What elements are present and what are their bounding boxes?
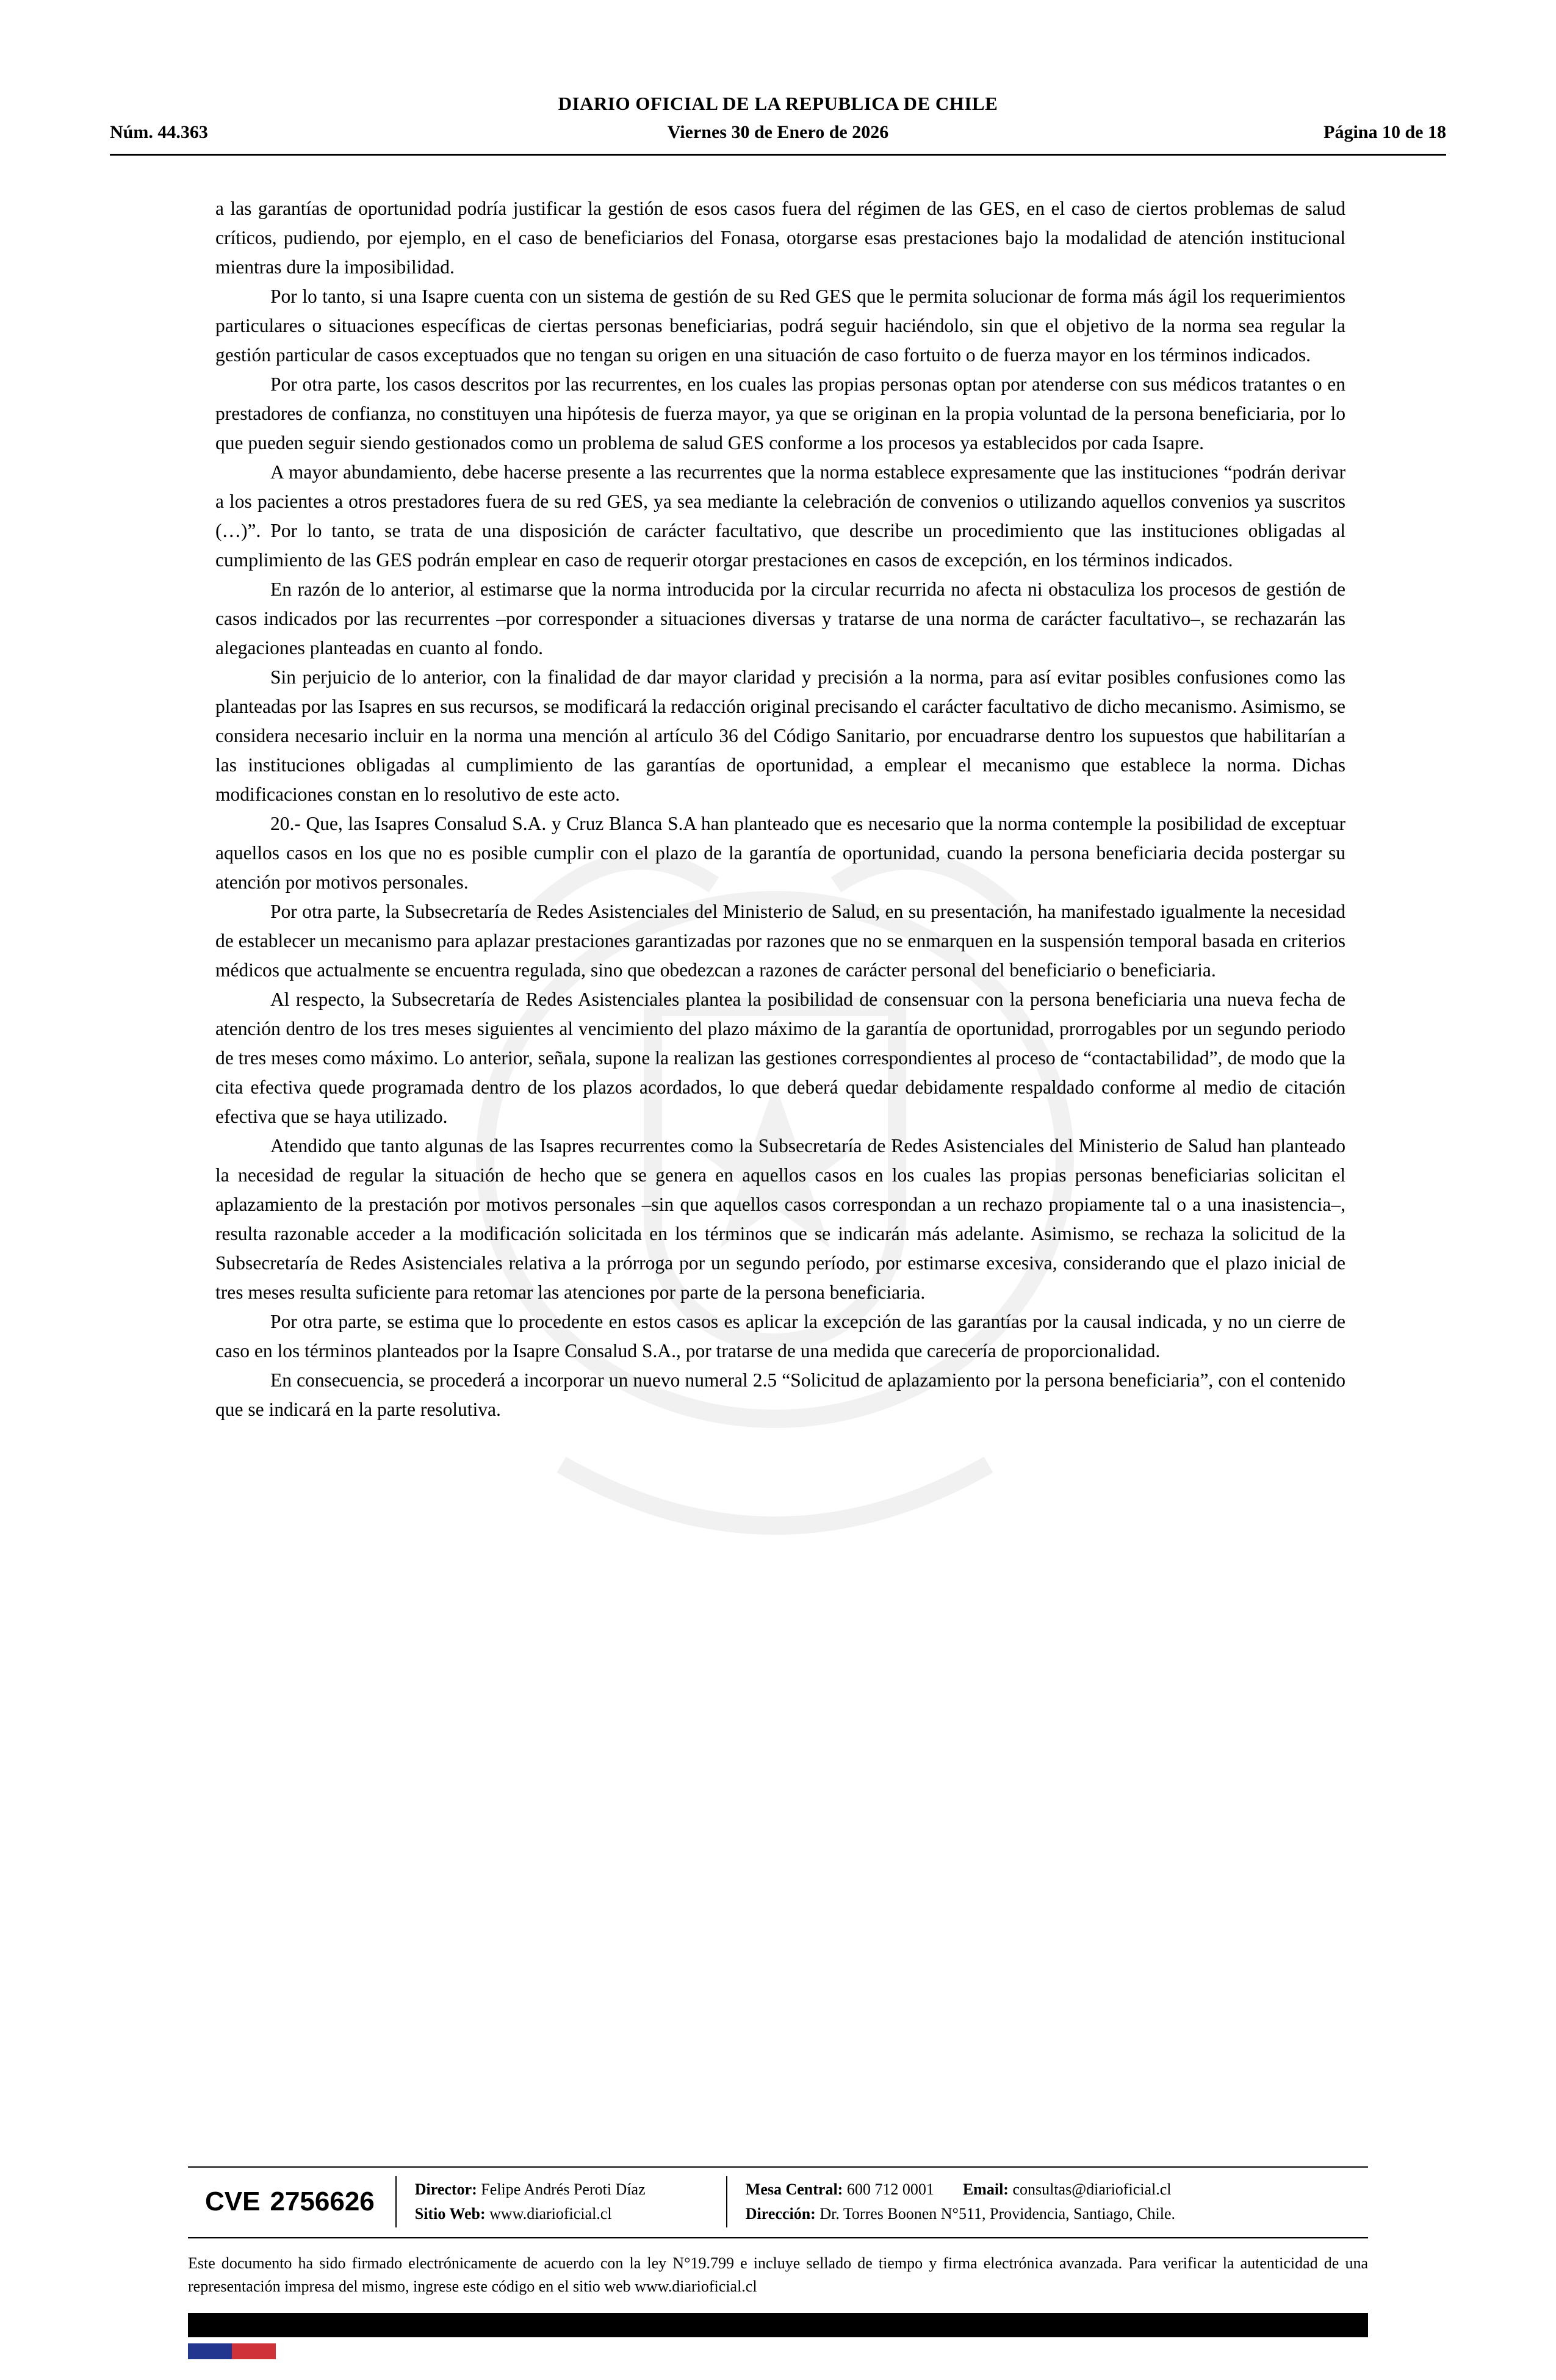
body-paragraph: En razón de lo anterior, al estimarse que la norma introducida por la circular recurrida no afecta ni obstaculiza los procesos de gestión de casos indicados por las recurrentes –por corresponder a situaciones diversas y tratarse de una norma de carácter facultativo–, se rechazarán las alegaciones planteadas en cuanto al fondo. — [215, 579, 1345, 658]
body-paragraph: Sin perjuicio de lo anterior, con la finalidad de dar mayor claridad y precisión a la norma, para así evitar posibles confusiones como las planteadas por las Isapres en sus recursos, se modificará la redacción original precisando el carácter facultativo de dicho mecanismo. Asimismo, se considera necesario incluir en la norma una mención al artículo 36 del Código Sanitario, por encuadrarse dentro los supuestos que habilitarían a las instituciones obligadas al cumplimiento de las garantías de oportunidad, a emplear el mecanismo que establece la norma. Dichas modificaciones constan en lo resolutivo de este acto. — [215, 666, 1345, 805]
director-value: Felipe Andrés Peroti Díaz — [481, 2180, 646, 2198]
body-paragraph: Al respecto, la Subsecretaría de Redes Asistenciales plantea la posibilidad de consensuar con la persona beneficiaria una nueva fecha de atención dentro de los tres meses siguientes al vencimiento del plazo máximo de la garantía de oportunidad, prorrogables por un segundo periodo de tres meses como máximo. Lo anterior, señala, supone la realizan las gestiones correspondientes al proceso de “contactabilidad”, de modo que la cita efectiva quede programada dentro de los plazos acordados, lo que deberá quedar debidamente respaldado conforme al medio de citación efectiva que se haya utilizado. — [215, 989, 1345, 1127]
body-paragraph: Por otra parte, la Subsecretaría de Redes Asistenciales del Ministerio de Salud, en su presentación, ha manifestado igualmente la necesidad de establecer un mecanismo para aplazar prestaciones garantizadas por razones que no se enmarquen en la suspensión temporal basada en criterios médicos que actualmente se encuentra regulada, sino que obedezcan a razones de carácter personal del beneficiario o beneficiaria. — [215, 901, 1345, 981]
body-paragraph: En consecuencia, se procederá a incorporar un nuevo numeral 2.5 “Solicitud de aplazamiento por la persona beneficiaria”, con el contenido que se indicará en la parte resolutiva. — [215, 1369, 1345, 1420]
email-label: Email: — [962, 2180, 1009, 2198]
cve-block — [188, 2176, 397, 2227]
bottom-black-bar — [188, 2313, 1368, 2337]
issue-date: Viernes 30 de Enero de 2026 — [667, 122, 889, 142]
body-paragraph: Por lo tanto, si una Isapre cuenta con un sistema de gestión de su Red GES que le permita solucionar de forma más ágil los requerimientos particulares o situaciones específicas de ciertas personas beneficiarias, podrá seguir haciéndolo, sin que el objetivo de la norma sea regular la gestión particular de casos exceptuados que no tengan su origen en una situación de caso fortuito o de fuerza mayor en los términos indicados. — [215, 286, 1345, 366]
footer-director-column — [397, 2176, 727, 2227]
cve-number: 2756626 — [270, 2187, 375, 2216]
director-line — [415, 2177, 708, 2202]
phone-label: Mesa Central: — [745, 2180, 843, 2198]
issue-number: Núm. 44.363 — [110, 122, 208, 142]
body-paragraph: a las garantías de oportunidad podría justificar la gestión de esos casos fuera del régimen de las GES, en el caso de ciertos problemas de salud críticos, pudiendo, por ejemplo, en el caso de beneficiarios del Fonasa, otorgarse esas prestaciones bajo la modalidad de atención institucional mientras dure la imposibilidad. — [215, 198, 1345, 278]
gazette-title: DIARIO OFICIAL DE LA REPUBLICA DE CHILE — [558, 93, 998, 114]
signature-disclaimer: Este documento ha sido firmado electrónicamente de acuerdo con la ley N°19.799 e incluye sellado de tiempo y firma electrónica avanzada. Para verificar la autenticidad de una representación impresa del mismo, ingrese este código en el sitio web www.diarioficial.cl — [188, 2254, 1368, 2295]
footer-contact-column — [727, 2176, 1194, 2227]
website-line — [415, 2202, 708, 2226]
director-label: Director: — [414, 2180, 477, 2198]
header-divider — [110, 154, 1446, 156]
address-label: Dirección: — [745, 2205, 816, 2223]
header-meta-row — [110, 122, 1446, 145]
phone-email-line — [746, 2177, 1175, 2202]
body-paragraph: Por otra parte, se estima que lo procedente en estos casos es aplicar la excepción de las garantías por la causal indicada, y no un cierre de caso en los términos planteados por la Isapre Consalud S.A., por tratarse de una medida que carecería de proporcionalidad. — [215, 1311, 1345, 1361]
document-body — [215, 194, 1345, 1424]
flag-red-square — [232, 2343, 276, 2359]
page-number: Página 10 de 18 — [1324, 122, 1446, 142]
body-paragraph: 20.- Que, las Isapres Consalud S.A. y Cruz Blanca S.A han planteado que es necesario que la norma contemple la posibilidad de exceptuar aquellos casos en los que no es posible cumplir con el plazo de la garantía de oportunidad, cuando la persona beneficiaria decida postergar su atención por motivos personales. — [215, 813, 1345, 893]
cve-label: CVE — [205, 2187, 261, 2216]
address-line — [746, 2202, 1175, 2226]
website-label: Sitio Web: — [414, 2205, 486, 2223]
phone-value: 600 712 0001 — [846, 2180, 934, 2198]
website-value: www.diarioficial.cl — [489, 2205, 612, 2223]
email-value: consultas@diarioficial.cl — [1012, 2180, 1172, 2198]
flag-color-strip — [188, 2343, 276, 2359]
address-value: Dr. Torres Boonen N°511, Providencia, Santiago, Chile. — [819, 2205, 1175, 2223]
page-footer — [188, 2166, 1368, 2298]
body-paragraph: Atendido que tanto algunas de las Isapres recurrentes como la Subsecretaría de Redes Asistenciales del Ministerio de Salud han planteado la necesidad de regular la situación de hecho que se genera en aquellos casos en los cuales las propias personas beneficiarias solicitan el aplazamiento de la prestación por motivos personales –sin que aquellos casos correspondan a un rechazo propiamente tal o a una inasistencia–, resulta razonable acceder a la modificación solicitada en los términos que se indicarán más adelante. Asimismo, se rechaza la solicitud de la Subsecretaría de Redes Asistenciales relativa a la prórroga por un segundo período, por estimarse excesiva, considerando que el plazo inicial de tres meses resulta suficiente para retomar las atenciones por parte de la persona beneficiaria. — [215, 1135, 1345, 1303]
flag-blue-square — [188, 2343, 232, 2359]
footer-info-box — [188, 2166, 1368, 2238]
body-paragraph: Por otra parte, los casos descritos por las recurrentes, en los cuales las propias personas optan por atenderse con sus médicos tratantes o en prestadores de confianza, no constituyen una hipótesis de fuerza mayor, ya que se originan en la propia voluntad de la persona beneficiaria, por lo que pueden seguir siendo gestionados como un problema de salud GES conforme a los procesos ya establecidos por cada Isapre. — [215, 373, 1345, 453]
body-paragraph: A mayor abundamiento, debe hacerse presente a las recurrentes que la norma establece expresamente que las instituciones “podrán derivar a los pacientes a otros prestadores fuera de su red GES, ya sea mediante la celebración de convenios o utilizando aquellos convenios ya suscritos (…)”. Por lo tanto, se trata de una disposición de carácter facultativo, que describe un procedimiento que las instituciones obligadas al cumplimiento de las GES podrán emplear en caso de requerir otorgar prestaciones en casos de excepción, en los términos indicados. — [215, 461, 1345, 571]
page-header — [110, 93, 1446, 156]
